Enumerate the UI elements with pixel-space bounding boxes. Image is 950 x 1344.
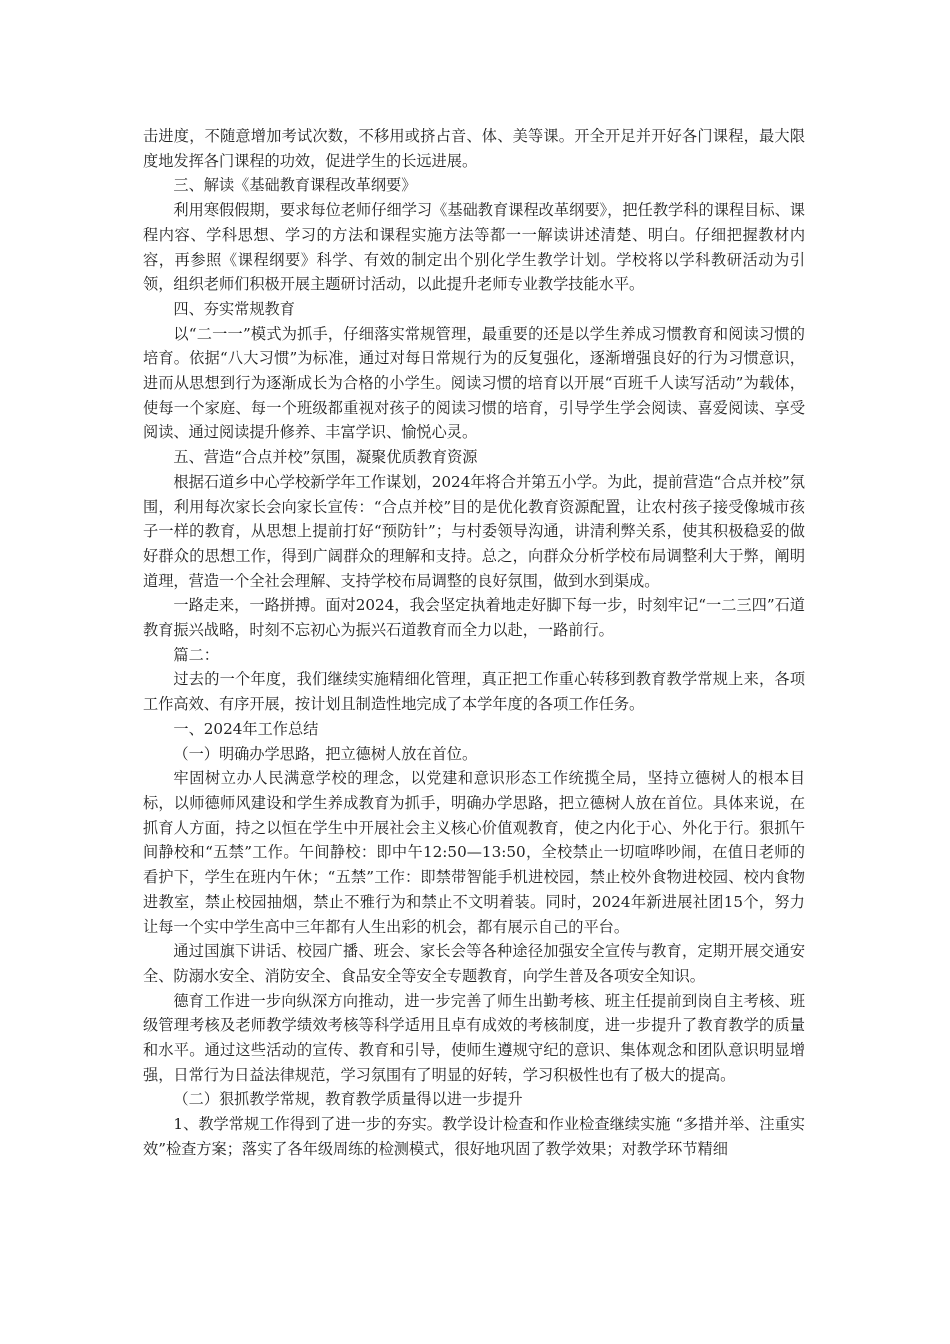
paragraph: 过去的一个年度，我们继续实施精细化管理，真正把工作重心转移到教育教学常规上来，各项工作高效、有序开展，按计划且制造性地完成了本学年度的各项工作任务。 [143,670,805,714]
subsection-heading-1: （一）明确办学思路，把立德树人放在首位。 [173,744,478,763]
subsection-heading-2: （二）狠抓教学常规，教育教学质量得以进一步提升 [173,1090,523,1109]
paragraph: 根据石道乡中心学校新学年工作谋划，2024年将合并第五小学。为此，提前营造“合点并校”氛围，利用每次家长会向家长宣传：“合点并校”目的是优化教育资源配置，让农村孩子接受像城市孩子一样的教育，从思想上提前打好“预防针”；与村委领导沟通，讲清利弊关系，使其积极稳妥的做好群众的思想工作，得到广阔群众的理解和支持。总之，向群众分析学校布局调整利大于弊，阐明道理，营造一个全社会理解、支持学校布局调整的良好氛围，做到水到渠成。 [143,472,805,590]
section-heading-5: 五、营造“合点并校”氛围，凝聚优质教育资源 [173,448,478,467]
paragraph: 利用寒假假期，要求每位老师仔细学习《基础教育课程改革纲要》，把任教学科的课程目标、课程内容、学科思想、学习的方法和课程实施方法等都一一解读讲述清楚、明白。仔细把握教材内容，再参照《课程纲要》科学、有效的制定出个别化学生教学计划。学校将以学科教研活动为引领，组织老师们积极开展主题研讨活动，以此提升老师专业教学技能水平。 [143,201,805,294]
paragraph: 牢固树立办人民满意学校的理念，以党建和意识形态工作统揽全局，坚持立德树人的根本目标，以师德师风建设和学生养成教育为抓手，明确办学思路，把立德树人放在首位。具体来说，在抓育人方面，持之以恒在学生中开展社会主义核心价值观教育，使之内化于心、外化于行。狠抓午间静校和“五禁”工作。午间静校：即中午12:50—13:50，全校禁止一切喧哗吵闹，在值日老师的看护下，学生在班内午休；“五禁”工作：即禁带智能手机进校园，禁止校外食物进校园、校内食物进教室，禁止校园抽烟，禁止不雅行为和禁止不文明着装。同时，2024年新进展社团15个，努力让每一个实中学生高中三年都有人生出彩的机会，都有展示自己的平台。 [143,769,805,936]
paragraph: 1、教学常规工作得到了进一步的夯实。教学设计检查和作业检查继续实施 “多措并举、注重实效”检查方案；落实了各年级周练的检测模式，很好地巩固了教学效果；对教学环节精细 [143,1115,805,1158]
paragraph: 德育工作进一步向纵深方向推动，进一步完善了师生出勤考核、班主任提前到岗自主考核、班级管理考核及老师教学绩效考核等科学适用且卓有成效的考核制度，进一步提升了教育教学的质量和水平。通过这些活动的宣传、教育和引导，使师生遵规守纪的意识、集体观念和团队意识明显增强，日常行为日益法律规范，学习氛围有了明显的好转，学习积极性也有了极大的提高。 [143,991,805,1084]
paragraph: 通过国旗下讲话、校园广播、班会、家长会等各种途径加强安全宣传与教育，定期开展交通安全、防溺水安全、消防安全、食品安全等安全专题教育，向学生普及各项安全知识。 [143,942,805,985]
paragraph: 一路走来，一路拼搏。面对2024，我会坚定执着地走好脚下每一步，时刻牢记“一二三四”石道教育振兴战略，时刻不忘初心为振兴石道教育而全力以赴，一路前行。 [143,596,805,640]
paragraph-continuation: 击进度，不随意增加考试次数，不移用或挤占音、体、美等课。开全开足并开好各门课程，最大限度地发挥各门课程的功效，促进学生的长远进展。 [143,127,805,170]
section-heading-4: 四、夯实常规教育 [173,299,295,318]
paragraph: 以“二一一”模式为抓手，仔细落实常规管理，最重要的还是以学生养成习惯教育和阅读习惯的培育。依据“八大习惯”为标准，通过对每日常规行为的反复强化，逐渐增强良好的行为习惯意识，进而从思想到行为逐渐成长为合格的小学生。阅读习惯的培育以开展“百班千人读写活动”为载体，使每一个家庭、每一个班级都重视对孩子的阅读习惯的培育，引导学生学会阅读、喜爱阅读、享受阅读、通过阅读提升修养、丰富学识、愉悦心灵。 [143,324,805,442]
article-heading: 篇二： [173,645,219,664]
section-heading-3: 三、解读《基础教育课程改革纲要》 [173,176,417,195]
section-heading-1: 一、2024年工作总结 [173,719,319,738]
document-page [143,124,805,1162]
